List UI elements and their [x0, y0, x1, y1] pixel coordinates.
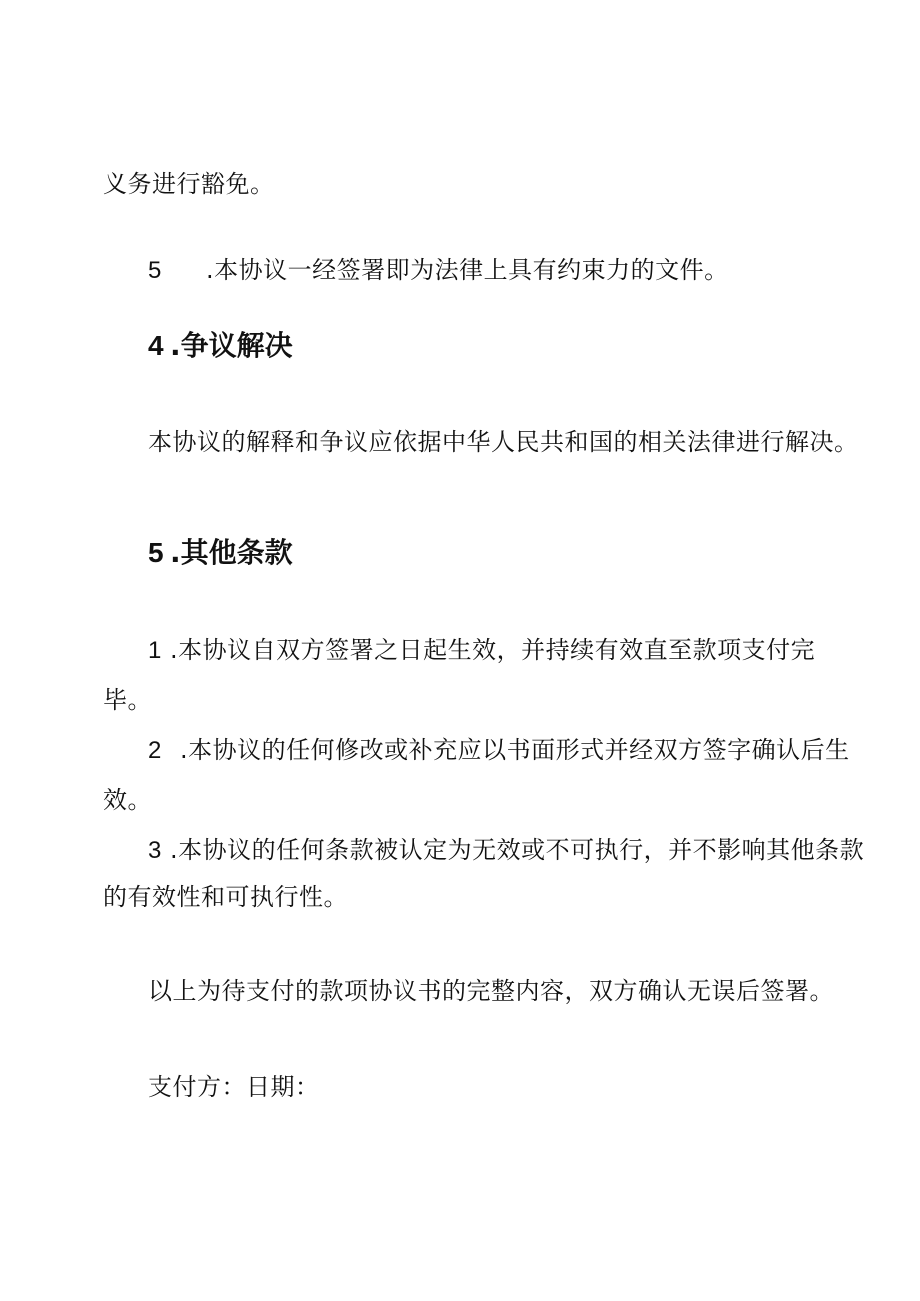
clause-item-5-number: 5: [148, 257, 162, 284]
clause-item-5-text: .本协议一经签署即为法律上具有约束力的文件。: [206, 256, 729, 284]
continuation-text: 义务进行豁免。: [103, 170, 275, 198]
clause-5-2-number: 2: [148, 737, 162, 764]
clause-item-5: [148, 254, 729, 287]
clause-5-3-text: .本协议的任何条款被认定为无效或不可执行，并不影响其他条款: [170, 836, 865, 864]
clause-5-2-line-2: 效。: [103, 786, 152, 814]
section-5-title: .其他条款: [170, 536, 293, 569]
clause-5-3-number: 3: [148, 837, 162, 864]
section-4-body: 本协议的解释和争议应依据中华人民共和国的相关法律进行解决。: [148, 428, 859, 456]
section-heading-other-terms: [148, 535, 293, 571]
clause-5-1-line-1: [148, 634, 815, 667]
section-5-number: 5: [148, 537, 164, 568]
clause-5-3-line-1: [148, 834, 864, 867]
signature-line: 支付方：日期：: [148, 1073, 320, 1101]
closing-statement: 以上为待支付的款项协议书的完整内容，双方确认无误后签署。: [148, 977, 834, 1005]
clause-5-1-text: .本协议自双方签署之日起生效，并持续有效直至款项支付完: [170, 636, 816, 664]
clause-5-1-line-2: 毕。: [103, 686, 152, 714]
section-4-title: .争议解决: [170, 329, 293, 362]
section-heading-dispute: [148, 328, 293, 364]
clause-5-2-text: .本协议的任何修改或补充应以书面形式并经双方签字确认后生: [180, 736, 850, 764]
clause-5-2-line-1: [148, 734, 850, 767]
clause-5-3-line-2: 的有效性和可执行性。: [103, 883, 348, 911]
section-4-number: 4: [148, 330, 164, 361]
clause-5-1-number: 1: [148, 637, 162, 664]
